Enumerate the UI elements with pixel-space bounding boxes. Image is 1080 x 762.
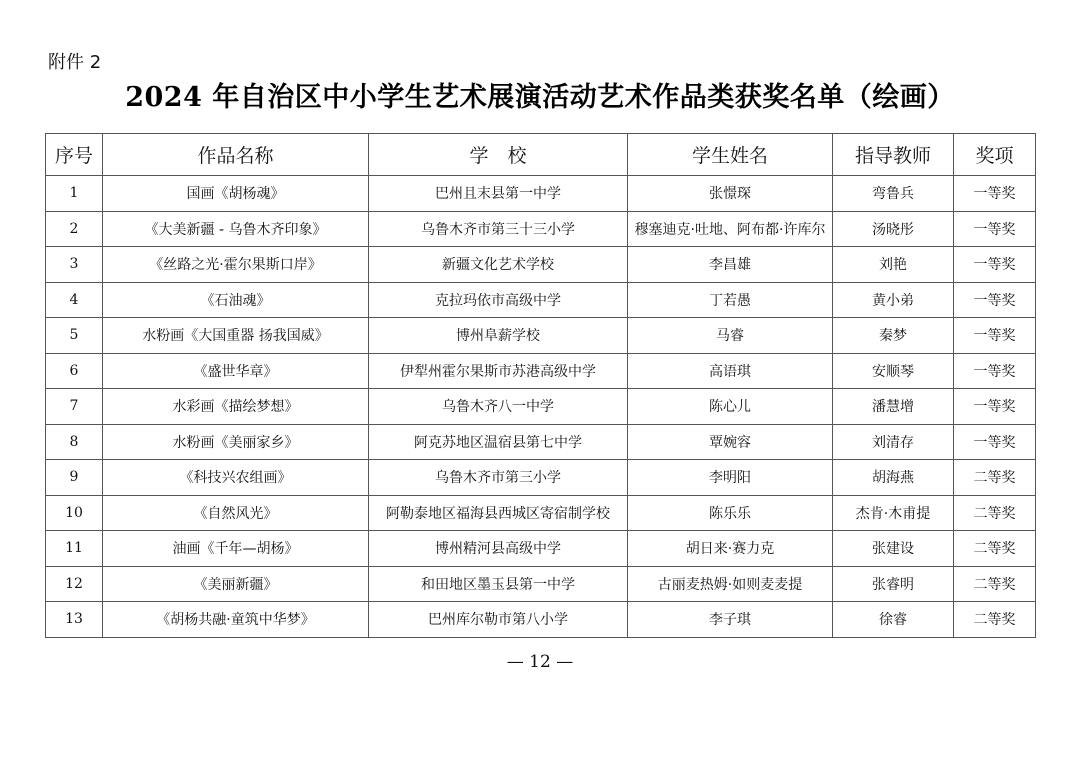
page-number: — 12 — (506, 652, 574, 672)
cell-work: 水彩画《描绘梦想》 (103, 389, 369, 425)
cell-teacher: 张建设 (833, 531, 954, 567)
cell-work: 水粉画《大国重器 扬我国威》 (103, 318, 369, 354)
cell-number: 9 (46, 460, 103, 496)
cell-award: 二等奖 (954, 531, 1036, 567)
document-title: 2024 年自治区中小学生艺术展演活动艺术作品类获奖名单（绘画） (125, 82, 955, 113)
cell-work: 《自然风光》 (103, 495, 369, 531)
cell-number: 2 (46, 211, 103, 247)
cell-number: 10 (46, 495, 103, 531)
cell-student: 穆塞迪克·吐地、阿布都·许库尔 (628, 211, 833, 247)
cell-teacher: 徐睿 (833, 602, 954, 638)
table-row (46, 460, 1036, 496)
cell-school: 克拉玛依市高级中学 (369, 282, 628, 318)
column-header-student: 学生姓名 (628, 134, 833, 176)
cell-work: 《胡杨共融·童筑中华梦》 (103, 602, 369, 638)
cell-award: 二等奖 (954, 495, 1036, 531)
cell-student: 张憬琛 (628, 176, 833, 212)
cell-school: 博州阜薪学校 (369, 318, 628, 354)
cell-student: 丁若愚 (628, 282, 833, 318)
cell-award: 一等奖 (954, 389, 1036, 425)
cell-work: 《石油魂》 (103, 282, 369, 318)
column-header-work: 作品名称 (103, 134, 369, 176)
cell-work: 水粉画《美丽家乡》 (103, 424, 369, 460)
cell-student: 李昌雄 (628, 247, 833, 283)
cell-school: 巴州且末县第一中学 (369, 176, 628, 212)
cell-work: 《科技兴农组画》 (103, 460, 369, 496)
cell-number: 1 (46, 176, 103, 212)
cell-student: 胡日来·赛力克 (628, 531, 833, 567)
cell-award: 一等奖 (954, 353, 1036, 389)
cell-teacher: 杰肯·木甫提 (833, 495, 954, 531)
table-row (46, 566, 1036, 602)
table-row (46, 176, 1036, 212)
cell-work: 《丝路之光·霍尔果斯口岸》 (103, 247, 369, 283)
cell-teacher: 秦梦 (833, 318, 954, 354)
cell-teacher: 汤晓彤 (833, 211, 954, 247)
cell-school: 阿克苏地区温宿县第七中学 (369, 424, 628, 460)
table-row (46, 282, 1036, 318)
cell-number: 5 (46, 318, 103, 354)
cell-student: 李子琪 (628, 602, 833, 638)
cell-school: 乌鲁木齐市第三十三小学 (369, 211, 628, 247)
cell-student: 李明阳 (628, 460, 833, 496)
column-header-number: 序号 (46, 134, 103, 176)
cell-work: 《美丽新疆》 (103, 566, 369, 602)
cell-number: 11 (46, 531, 103, 567)
cell-number: 12 (46, 566, 103, 602)
cell-school: 伊犁州霍尔果斯市苏港高级中学 (369, 353, 628, 389)
table-row (46, 211, 1036, 247)
cell-school: 巴州库尔勒市第八小学 (369, 602, 628, 638)
cell-award: 二等奖 (954, 602, 1036, 638)
cell-student: 古丽麦热姆·如则麦麦提 (628, 566, 833, 602)
cell-award: 一等奖 (954, 318, 1036, 354)
cell-student: 陈乐乐 (628, 495, 833, 531)
cell-number: 8 (46, 424, 103, 460)
table-row (46, 353, 1036, 389)
cell-teacher: 胡海燕 (833, 460, 954, 496)
cell-work: 国画《胡杨魂》 (103, 176, 369, 212)
cell-work: 油画《千年—胡杨》 (103, 531, 369, 567)
cell-student: 覃婉容 (628, 424, 833, 460)
cell-teacher: 弯鲁兵 (833, 176, 954, 212)
cell-number: 4 (46, 282, 103, 318)
cell-student: 高语琪 (628, 353, 833, 389)
cell-award: 一等奖 (954, 424, 1036, 460)
cell-school: 阿勒泰地区福海县西城区寄宿制学校 (369, 495, 628, 531)
cell-work: 《盛世华章》 (103, 353, 369, 389)
cell-number: 7 (46, 389, 103, 425)
cell-work: 《大美新疆 - 乌鲁木齐印象》 (103, 211, 369, 247)
cell-teacher: 张睿明 (833, 566, 954, 602)
table-row (46, 602, 1036, 638)
table-row (46, 389, 1036, 425)
cell-number: 3 (46, 247, 103, 283)
cell-school: 博州精河县高级中学 (369, 531, 628, 567)
cell-award: 一等奖 (954, 211, 1036, 247)
cell-award: 一等奖 (954, 247, 1036, 283)
awards-table (45, 133, 1036, 638)
table-row (46, 495, 1036, 531)
cell-teacher: 刘清存 (833, 424, 954, 460)
table-row (46, 247, 1036, 283)
cell-number: 13 (46, 602, 103, 638)
table-row (46, 531, 1036, 567)
cell-teacher: 潘慧增 (833, 389, 954, 425)
cell-award: 二等奖 (954, 566, 1036, 602)
table-row (46, 318, 1036, 354)
cell-student: 马睿 (628, 318, 833, 354)
column-header-teacher: 指导教师 (833, 134, 954, 176)
cell-award: 一等奖 (954, 282, 1036, 318)
cell-student: 陈心儿 (628, 389, 833, 425)
cell-school: 新疆文化艺术学校 (369, 247, 628, 283)
cell-teacher: 黄小弟 (833, 282, 954, 318)
cell-school: 乌鲁木齐八一中学 (369, 389, 628, 425)
cell-teacher: 刘艳 (833, 247, 954, 283)
cell-teacher: 安顺琴 (833, 353, 954, 389)
table-row (46, 424, 1036, 460)
cell-award: 一等奖 (954, 176, 1036, 212)
column-header-school: 学 校 (369, 134, 628, 176)
table-header-row (46, 134, 1036, 176)
column-header-award: 奖项 (954, 134, 1036, 176)
cell-award: 二等奖 (954, 460, 1036, 496)
cell-number: 6 (46, 353, 103, 389)
cell-school: 乌鲁木齐市第三小学 (369, 460, 628, 496)
cell-school: 和田地区墨玉县第一中学 (369, 566, 628, 602)
attachment-label: 附件 2 (48, 52, 102, 73)
